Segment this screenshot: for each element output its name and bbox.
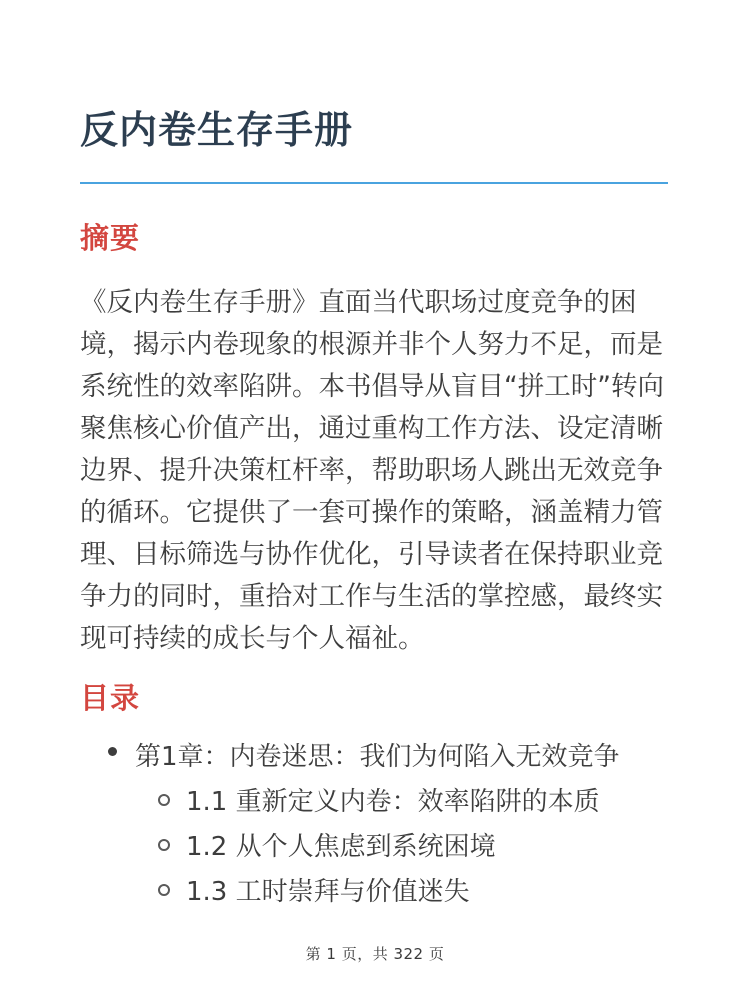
- toc-subitem: [158, 876, 668, 908]
- toc-sublist: [80, 786, 668, 908]
- hollow-bullet-icon: [158, 839, 170, 851]
- toc-subitem-label: 1.2 从个人焦虑到系统困境: [186, 832, 496, 862]
- page-title: 反内卷生存手册: [80, 108, 354, 152]
- summary-heading: 摘要: [80, 221, 141, 255]
- hollow-bullet-icon: [158, 794, 170, 806]
- toc-subitem-label: 1.1 重新定义内卷：效率陷阱的本质: [186, 787, 600, 817]
- page-number-indicator: 第 1 页，共 322 页: [305, 945, 445, 963]
- summary-paragraph: 《反内卷生存手册》直面当代职场过度竞争的困境，揭示内卷现象的根源并非个人努力不足，而是系统性的效率陷阱。本书倡导从盲目“拼工时”转向聚焦核心价值产出，通过重构工作方法、设定清晰边界、提升决策杠杆率，帮助职场人跳出无效竞争的循环。它提供了一套可操作的策略，涵盖精力管理、目标筛选与协作优化，引导读者在保持职业竞争力的同时，重拾对工作与生活的掌控感，最终实现可持续的成长与个人福祉。: [80, 287, 664, 654]
- toc-subitem: [158, 831, 668, 863]
- toc-chapter-item: [80, 741, 668, 773]
- filled-bullet-icon: [108, 747, 117, 756]
- toc-sublist-wrapper: [80, 786, 668, 908]
- toc-subitem: [158, 786, 668, 818]
- toc-heading: 目录: [80, 681, 141, 715]
- toc-subitem-label: 1.3 工时崇拜与价值迷失: [186, 877, 470, 907]
- toc-chapter-label: 第1章：内卷迷思：我们为何陷入无效竞争: [135, 742, 620, 772]
- hollow-bullet-icon: [158, 884, 170, 896]
- toc-list: [80, 741, 668, 908]
- title-divider: [80, 182, 668, 184]
